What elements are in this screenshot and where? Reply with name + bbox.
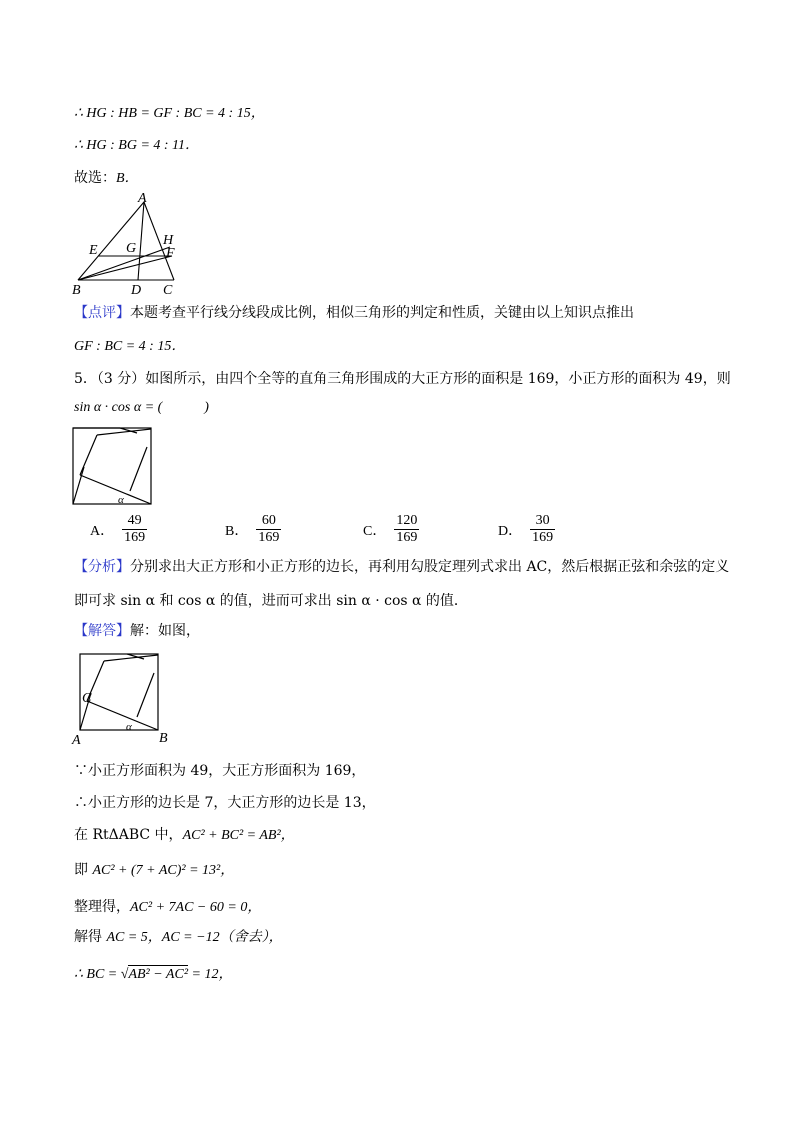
option-a[interactable] bbox=[90, 513, 147, 546]
option-a-label: A． bbox=[90, 523, 115, 539]
solution-tag: 【解答】 bbox=[74, 623, 130, 639]
ratio-line-1: ∴ HG : HB = GF : BC = 4 : 15， bbox=[74, 106, 265, 121]
answer-value: B． bbox=[116, 171, 139, 186]
comment-text: 本题考查平行线分线段成比例，相似三角形的判定和性质，关键由以上知识点推出 bbox=[130, 305, 634, 321]
analysis-line-1 bbox=[74, 558, 729, 576]
analysis-line-2: 即可求 sin α 和 cos α 的值，进而可求出 sin α · cos α 的值． bbox=[74, 593, 468, 609]
step-4-prefix: 即 bbox=[74, 862, 93, 878]
label-H: H bbox=[163, 233, 174, 248]
option-b-label: B． bbox=[225, 523, 249, 539]
option-d-fraction: $\frac{30}{169}$ bbox=[532, 513, 554, 545]
option-c-label: C． bbox=[363, 523, 387, 539]
question-5-text: 5．（3 分）如图所示，由四个全等的直角三角形围成的大正方形的面积是 169，小正方形的面积为 49，则 bbox=[74, 371, 731, 387]
label-F: F bbox=[166, 246, 175, 261]
step-2: ∴小正方形的边长是 7，大正方形的边长是 13， bbox=[74, 795, 376, 811]
labelled-squares-figure bbox=[70, 652, 180, 748]
step-7 bbox=[74, 966, 232, 984]
option-a-fraction: $\frac{49}{169}$ bbox=[124, 513, 146, 545]
option-c-fraction: $\frac{120}{169}$ bbox=[396, 513, 418, 545]
option-d[interactable] bbox=[498, 513, 555, 546]
option-d-label: D． bbox=[498, 523, 523, 539]
comment-formula: GF : BC = 4 : 15． bbox=[74, 339, 186, 354]
label-G: G bbox=[126, 241, 137, 256]
step-6 bbox=[74, 928, 283, 947]
step-3-formula: AC² + BC² = AB²， bbox=[182, 828, 295, 843]
option-b[interactable] bbox=[225, 513, 281, 546]
triangle-figure bbox=[70, 190, 190, 296]
step-7-suffix: = 12， bbox=[188, 967, 233, 982]
label-C: C bbox=[163, 283, 173, 296]
answer-line bbox=[74, 169, 139, 188]
fig3-label-B: B bbox=[159, 731, 168, 746]
label-D: D bbox=[131, 283, 142, 296]
step-5-formula: AC² + 7AC − 60 = 0， bbox=[130, 900, 262, 915]
ratio-line-2: ∴ HG : BG = 4 : 11． bbox=[74, 138, 200, 153]
step-7-root: AB² − AC² bbox=[128, 967, 189, 982]
step-5 bbox=[74, 898, 261, 917]
option-b-fraction: $\frac{60}{169}$ bbox=[258, 513, 280, 545]
solution-text: 解：如图， bbox=[130, 623, 200, 639]
label-E: E bbox=[89, 243, 98, 258]
fig3-label-C: C bbox=[82, 691, 92, 706]
comment-tag: 【点评】 bbox=[74, 305, 130, 321]
step-5-prefix: 整理得， bbox=[74, 899, 130, 915]
step-7-prefix: ∴ BC = bbox=[74, 967, 121, 982]
label-B: B bbox=[72, 283, 81, 296]
step-3 bbox=[74, 826, 295, 845]
fig3-alpha: α bbox=[126, 721, 132, 733]
step-4-formula: AC² + (7 + AC)² = 13²， bbox=[92, 863, 235, 878]
squares-figure bbox=[72, 427, 154, 507]
solution-line bbox=[74, 622, 200, 640]
question-5-formula: sin α · cos α = ( ) bbox=[74, 400, 209, 415]
sqrt-sign: √ bbox=[120, 967, 129, 982]
fig3-label-A: A bbox=[72, 733, 81, 748]
analysis-tag: 【分析】 bbox=[74, 559, 130, 575]
answer-prefix: 故选： bbox=[74, 170, 116, 186]
step-1: ∵小正方形面积为 49，大正方形面积为 169， bbox=[74, 763, 366, 779]
step-6-formula: AC = 5，AC = −12（舍去）， bbox=[106, 930, 283, 945]
step-6-prefix: 解得 bbox=[74, 929, 107, 945]
step-3-prefix: 在 RtΔABC 中， bbox=[74, 827, 183, 843]
step-4 bbox=[74, 861, 234, 880]
analysis-text-1: 分别求出大正方形和小正方形的边长，再利用勾股定理列式求出 AC，然后根据正弦和余弦的定义 bbox=[130, 559, 730, 575]
option-c[interactable] bbox=[363, 513, 419, 546]
comment-line bbox=[74, 304, 634, 322]
alpha-label: α bbox=[118, 494, 124, 506]
label-A: A bbox=[138, 191, 147, 206]
